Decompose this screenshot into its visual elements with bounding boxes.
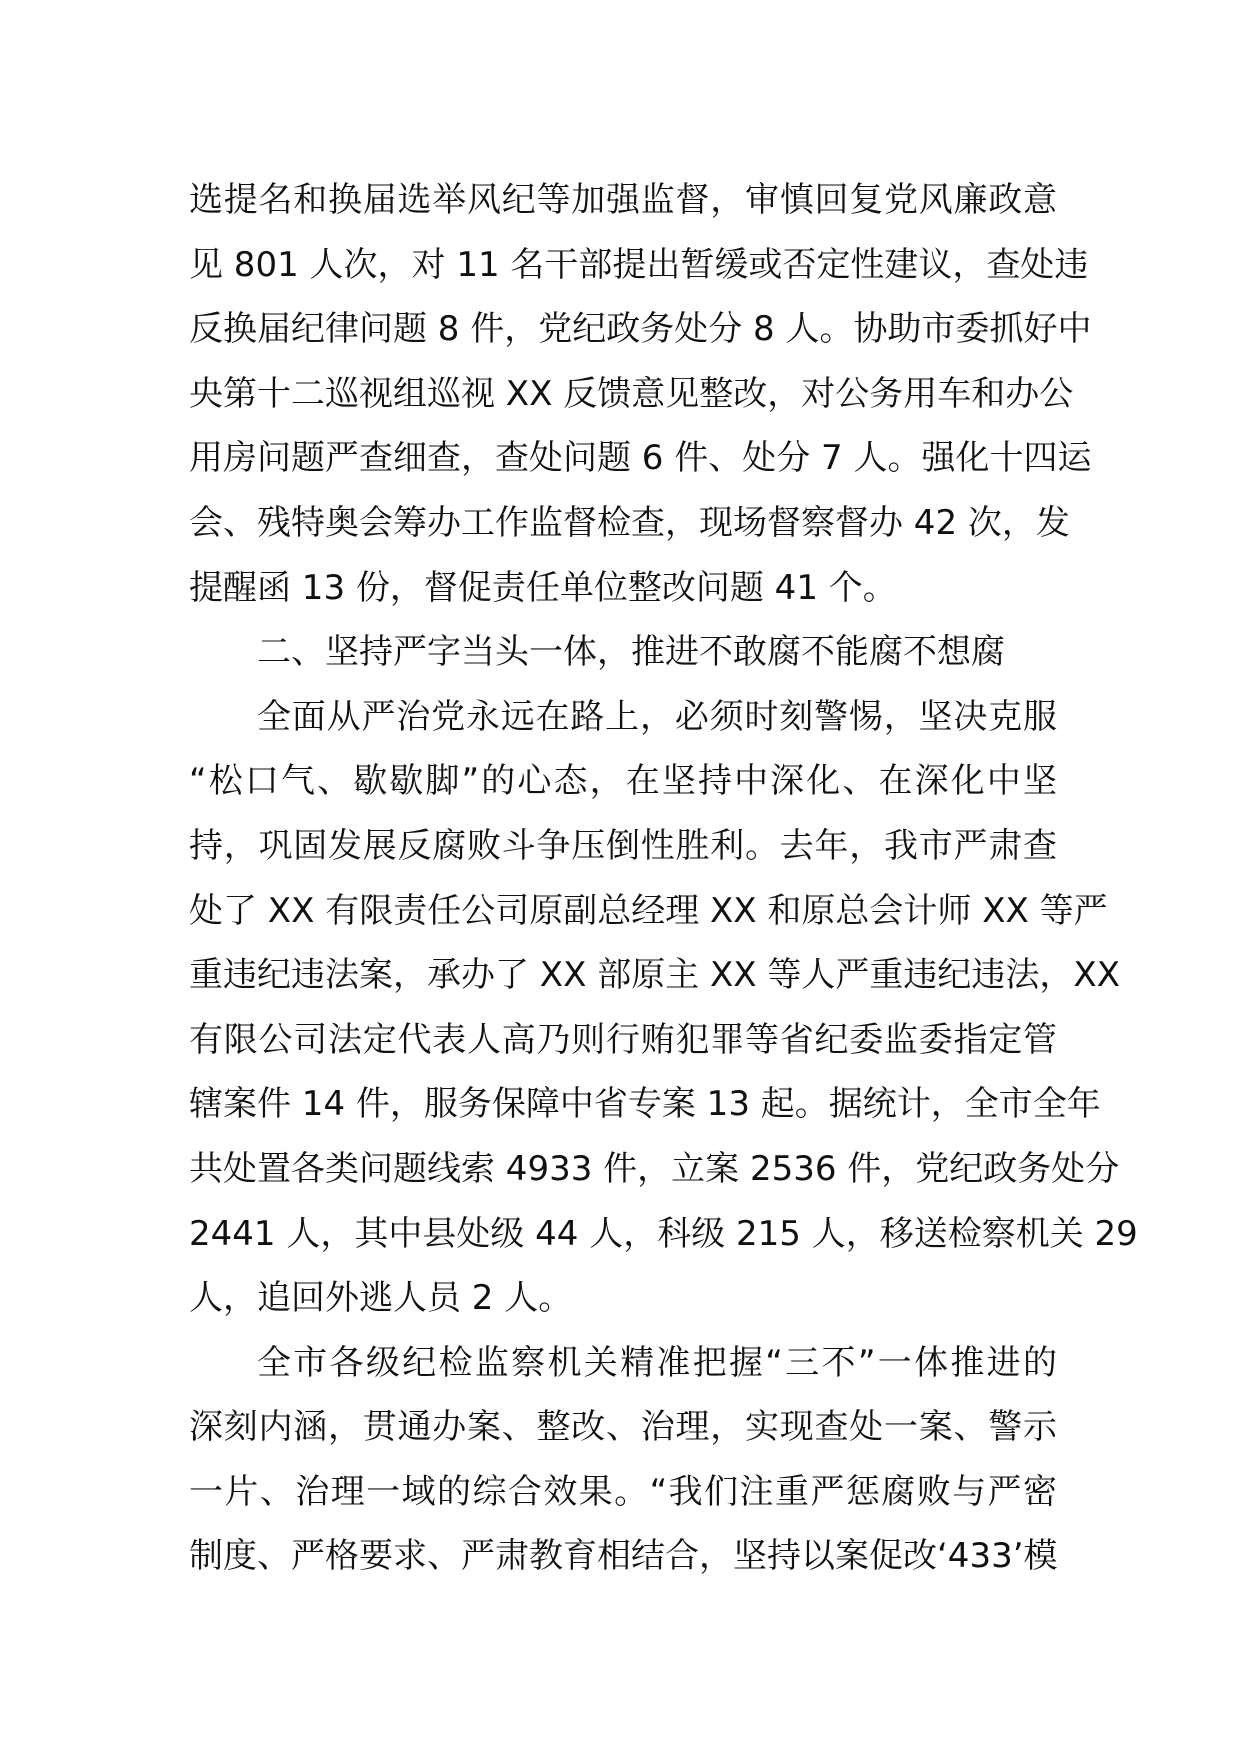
paragraph-line: 用房问题严查细查，查处问题 6 件、处分 7 人。强化十四运 [189, 438, 1092, 479]
paragraph-first-line: 全面从严治党永远在路上，必须时刻警惕，坚决克服 [257, 696, 1057, 737]
paragraph-line: 选提名和换届选举风纪等加强监督，审慎回复党风廉政意 [189, 180, 1057, 220]
paragraph-line: 处了 XX 有限责任公司原副总经理 XX 和原总会计师 XX 等严 [189, 890, 1108, 931]
document-body [189, 168, 1138, 1589]
paragraph-line: 2441 人，其中县处级 44 人，科级 215 人，移送检察机关 29 [189, 1213, 1138, 1254]
paragraph-line: 央第十二巡视组巡视 XX 反馈意见整改，对公务用车和办公 [189, 373, 1074, 414]
paragraph-line: “松口气、歇歇脚”的心态，在坚持中深化、在深化中坚 [189, 761, 1057, 802]
paragraph-line: 制度、严格要求、严肃教育相结合，坚持以案促改‘433’模 [189, 1536, 1058, 1577]
paragraph-line: 见 801 人次，对 11 名干部提出暂缓或否定性建议，查处违 [189, 244, 1089, 285]
paragraph-line: 深刻内涵，贯通办案、整改、治理，实现查处一案、警示 [189, 1407, 1057, 1448]
paragraph-line: 会、残特奥会筹办工作监督检查，现场督察督办 42 次，发 [189, 502, 1070, 543]
paragraph-first-line: 全市各级纪检监察机关精准把握“三不”一体推进的 [257, 1342, 1057, 1383]
paragraph-line: 共处置各类问题线索 4933 件，立案 2536 件，党纪政务处分 [189, 1148, 1120, 1189]
paragraph-line: 反换届纪律问题 8 件，党纪政务处分 8 人。协助市委抓好中 [189, 309, 1092, 350]
paragraph-line: 人，追回外逃人员 2 人。 [189, 1278, 573, 1319]
paragraph-line: 有限公司法定代表人高乃则行贿犯罪等省纪委监委指定管 [189, 1019, 1057, 1060]
paragraph-line: 提醒函 13 份，督促责任单位整改问题 41 个。 [189, 567, 897, 608]
paragraph-line: 重违纪违法案，承办了 XX 部原主 XX 等人严重违纪违法，XX [189, 955, 1120, 996]
section-heading: 二、坚持严字当头一体，推进不敢腐不能腐不想腐 [257, 632, 1005, 673]
paragraph-line: 一片、治理一域的综合效果。“我们注重严惩腐败与严密 [189, 1471, 1057, 1512]
paragraph-line: 辖案件 14 件，服务保障中省专案 13 起。据统计，全市全年 [189, 1084, 1101, 1125]
paragraph-line: 持，巩固发展反腐败斗争压倒性胜利。去年，我市严肃查 [189, 825, 1057, 866]
